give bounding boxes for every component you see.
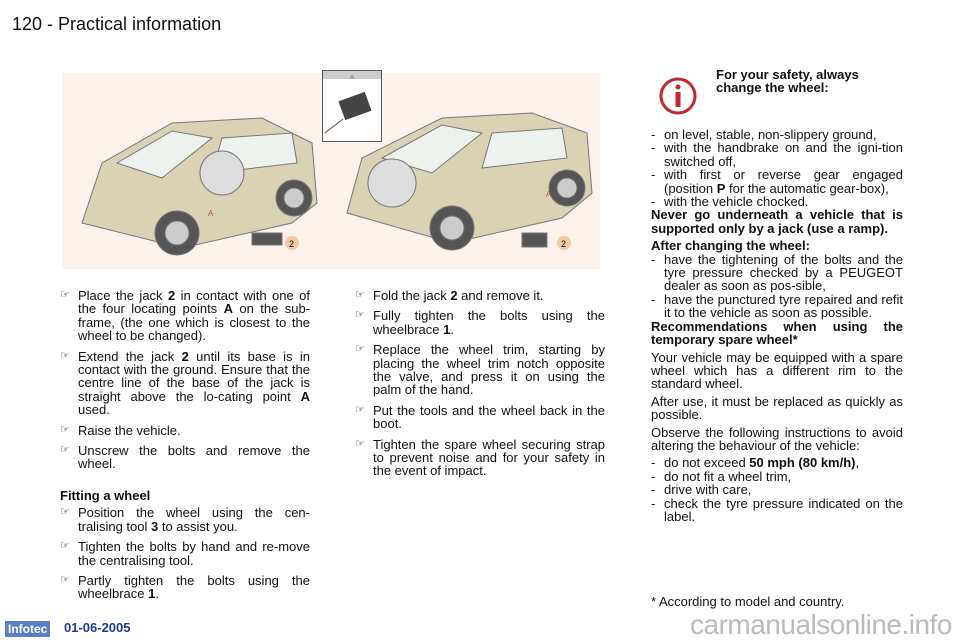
pointer-icon: ☞ (60, 423, 70, 436)
footnote: * According to model and country. (651, 594, 845, 609)
info-icon (658, 76, 698, 116)
jack-detail-inset (322, 70, 382, 142)
rule-item: - do not fit a wheel trim, (651, 468, 792, 484)
step-unscrew: ☞ Unscrew the bolts and remove the wheel. (60, 443, 310, 472)
pointer-icon: ☞ (60, 573, 70, 586)
pointer-icon: ☞ (355, 309, 365, 322)
step-tighten-hand: ☞ Tighten the bolts by hand and re-move the centralising tool. (60, 539, 310, 568)
label-2-left: 2 (289, 239, 295, 249)
step-position-wheel: ☞ Position the wheel using the cen-tralising tool 3 to assist you. (60, 505, 310, 534)
pointer-icon: ☞ (355, 403, 365, 416)
rule-item: - do not exceed 50 mph (80 km/h), (651, 455, 860, 471)
label-2-right: 2 (561, 239, 567, 249)
step-fold-jack: ☞ Fold the jack 2 and remove it. (355, 288, 544, 303)
paragraph: Your vehicle may be equipped with a spare wheel which has a different rim to the standard wheel. (651, 349, 903, 392)
paragraph: Observe the following instructions to avoid altering the behaviour of the vehicle: (651, 424, 903, 453)
fitting-heading: Fitting a wheel (60, 487, 151, 503)
column-finishing (355, 289, 605, 485)
step-extend-jack: ☞ Extend the jack 2 until its base is in contact with the ground. Ensure that the centre line of the base of the jack is straight above the lo-cating point A used. (60, 348, 310, 418)
condition-item: - with first or reverse gear engaged (position P for the automatic gear-box), (651, 167, 903, 196)
pointer-icon: ☞ (355, 289, 365, 301)
watermark: carmanualsonline.info (690, 609, 952, 640)
step-fully-tighten: ☞ Fully tighten the bolts using the wheelbrace 1. (355, 308, 605, 337)
edition-date: 01-06-2005 (64, 620, 131, 635)
condition-item: - with the vehicle chocked. (651, 194, 809, 210)
step-raise: ☞ Raise the vehicle. (60, 422, 181, 438)
infotec-logo: Infotec (5, 621, 50, 637)
label-a-left: A (208, 209, 214, 218)
paragraph: After use, it must be replaced as quickly as possible. (651, 393, 903, 423)
after-heading: After changing the wheel: (651, 238, 810, 254)
car-left (82, 118, 317, 255)
after-item: - have the tightening of the bolts and the tyre pressure checked by a PEUGEOT dealer as soon as pos-sible, (651, 251, 903, 294)
condition-item: - on level, stable, non-slippery ground, (651, 127, 877, 142)
car-right (347, 113, 592, 250)
column-safety (651, 128, 903, 523)
step-put-back: ☞ Put the tools and the wheel back in the boot. (355, 402, 605, 432)
step-place-jack: ☞ Place the jack 2 in contact with one of the four locating points A on the sub-frame, (the one which is closest to the wheel to be changed). (60, 288, 311, 344)
pointer-icon: ☞ (355, 437, 365, 450)
page-title: 120 - Practical information (12, 14, 222, 34)
rule-item: - drive with care, (651, 482, 752, 498)
recommendations-heading: Recommendations when using the temporary spare wheel* (651, 318, 903, 348)
step-tighten-strap: ☞ Tighten the spare wheel securing strap to prevent noise and for your safety in the event of impact. (355, 436, 605, 479)
safety-title: For your safety, always change the wheel: (716, 67, 859, 95)
pointer-icon: ☞ (60, 349, 70, 362)
label-a-right: A (546, 190, 552, 199)
pointer-icon: ☞ (60, 289, 70, 301)
after-item: - have the punctured tyre repaired and refit it to the vehicle as soon as possible. (651, 291, 903, 321)
pointer-icon: ☞ (60, 506, 70, 519)
step-partly-tighten: ☞ Partly tighten the bolts using the wheelbrace 1. (60, 572, 310, 602)
rule-item: - check the tyre pressure indicated on the label. (651, 495, 903, 524)
label-a-inset: A (350, 75, 355, 81)
step-replace-trim: ☞ Replace the wheel trim, starting by placing the wheel trim notch opposite the valve, and press it on using the palm of the hand. (355, 342, 605, 398)
condition-item: - with the handbrake on and the igni-tion switched off, (651, 140, 903, 169)
pointer-icon: ☞ (60, 540, 70, 553)
pointer-icon: ☞ (60, 444, 70, 457)
pointer-icon: ☞ (355, 343, 365, 356)
warning-text: Never go underneath a vehicle that is supported only by a jack (use a ramp). (651, 207, 903, 236)
column-jacking (60, 289, 310, 608)
